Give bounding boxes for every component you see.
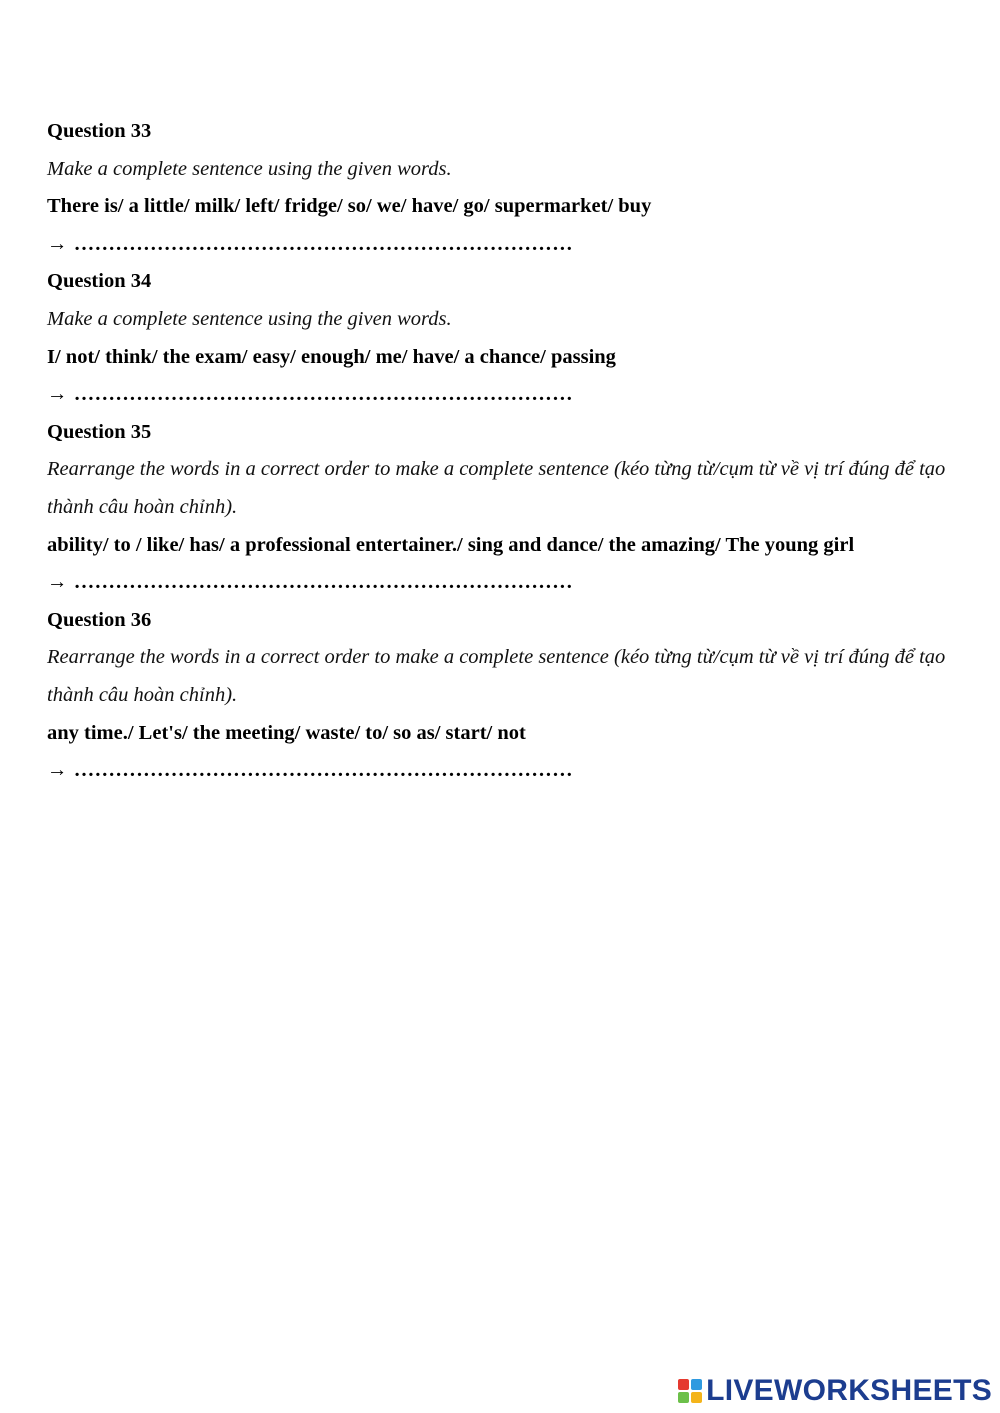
answer-line[interactable] bbox=[47, 752, 967, 790]
question-title: Question 33 bbox=[47, 120, 152, 142]
question-33 bbox=[47, 113, 967, 263]
liveworksheets-brand[interactable] bbox=[678, 1374, 992, 1408]
question-instruction: Rearrange the words in a correct order to make a complete sentence (kéo từng từ/cụm từ về vị trí đúng để tạo thành câu hoàn chỉnh). bbox=[47, 458, 946, 518]
arrow-icon: → bbox=[47, 759, 68, 782]
question-instruction: Rearrange the words in a correct order to make a complete sentence (kéo từng từ/cụm từ về vị trí đúng để tạo thành câu hoàn chỉnh). bbox=[47, 646, 946, 706]
question-title: Question 36 bbox=[47, 608, 152, 631]
arrow-icon: → bbox=[47, 383, 68, 406]
worksheet bbox=[47, 113, 967, 790]
answer-line[interactable] bbox=[47, 564, 967, 602]
answer-blank[interactable]: ……………………………………………………………… bbox=[73, 571, 573, 594]
question-title: Question 34 bbox=[47, 270, 152, 293]
question-instruction: Make a complete sentence using the given words. bbox=[47, 157, 452, 180]
answer-blank[interactable]: ……………………………………………………………… bbox=[73, 759, 573, 782]
answer-line[interactable] bbox=[47, 376, 967, 414]
given-words: ability/ to / like/ has/ a professional entertainer./ sing and dance/ the amazing/ The young girl bbox=[47, 533, 855, 556]
given-words: There is/ a little/ milk/ left/ fridge/ so/ we/ have/ go/ supermarket/ buy bbox=[47, 195, 652, 218]
brand-name: LIVEWORKSHEETS bbox=[706, 1374, 992, 1407]
answer-blank[interactable]: ……………………………………………………………… bbox=[73, 383, 573, 406]
answer-blank[interactable]: ……………………………………………………………… bbox=[73, 232, 573, 255]
given-words: any time./ Let's/ the meeting/ waste/ to/ so as/ start/ not bbox=[47, 721, 526, 744]
question-36 bbox=[47, 602, 967, 790]
answer-line[interactable] bbox=[47, 226, 967, 264]
arrow-icon: → bbox=[47, 571, 68, 594]
given-words: I/ not/ think/ the exam/ easy/ enough/ me/ have/ a chance/ passing bbox=[47, 345, 616, 368]
question-34 bbox=[47, 263, 967, 413]
question-35 bbox=[47, 414, 967, 602]
question-title: Question 35 bbox=[47, 420, 152, 443]
question-instruction: Make a complete sentence using the given words. bbox=[47, 307, 452, 330]
arrow-icon: → bbox=[47, 232, 68, 255]
liveworksheets-logo-icon bbox=[678, 1379, 702, 1403]
